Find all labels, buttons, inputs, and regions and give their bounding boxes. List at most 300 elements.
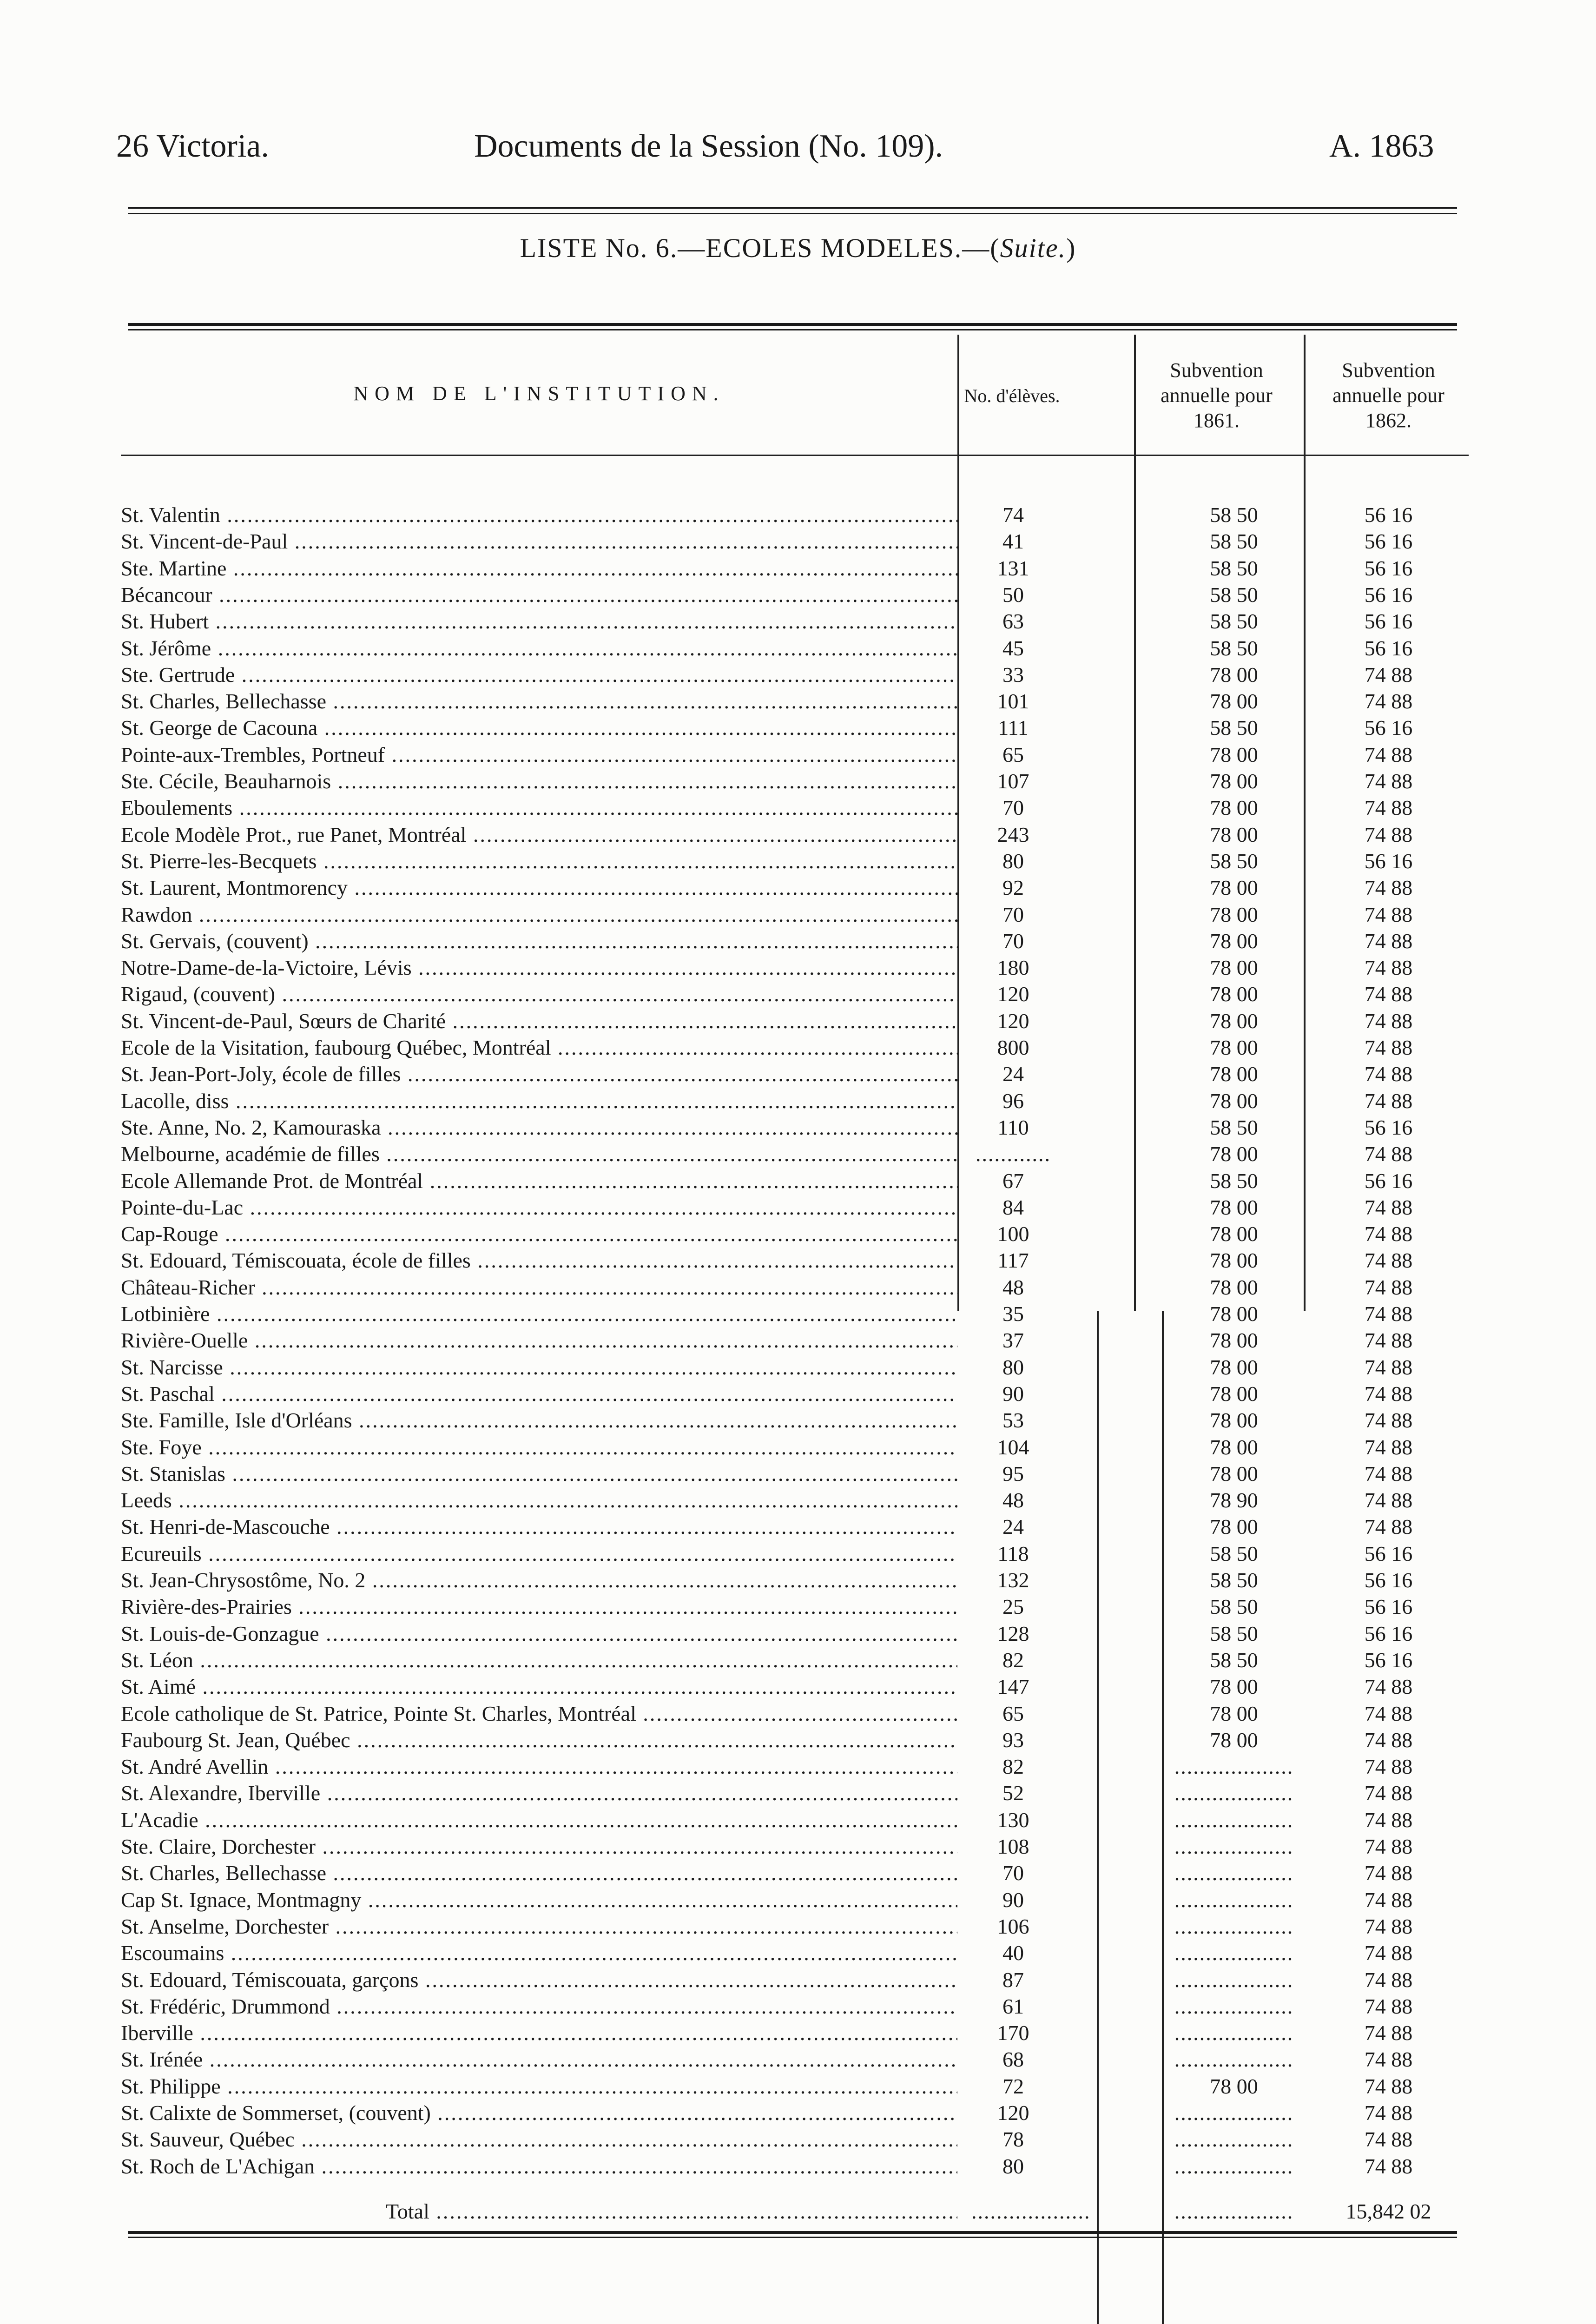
- cell-name: Rigaud, (couvent) .....: [121, 981, 957, 1007]
- cell-eleves: 95: [1002, 1461, 1024, 1486]
- cell-s1862: 56 16: [1364, 1169, 1413, 1193]
- cell-name: Ecole Allemande Prot. de Montréal .....: [121, 1168, 957, 1194]
- cell-eleves: 243: [997, 822, 1029, 846]
- cell-s1861: 78 00: [1210, 1675, 1258, 1699]
- cell-eleves: 93: [1002, 1728, 1024, 1752]
- cell-s1862: 56 16: [1364, 849, 1413, 873]
- cell-s1861: ...................: [1174, 1941, 1294, 1965]
- table-rule-bottom-2: [128, 2237, 1457, 2238]
- cell-s1862: 74 88: [1364, 1408, 1413, 1433]
- cell-s1862: 74 88: [1364, 2021, 1413, 2045]
- cell-eleves: 87: [1002, 1967, 1024, 1992]
- table-row: [121, 1887, 1469, 1913]
- cell-eleves: 101: [997, 689, 1029, 713]
- cell-s1861: 58 50: [1210, 582, 1258, 607]
- cell-name: St. George de Cacouna .....: [121, 715, 957, 741]
- cell-s1861: 58 50: [1210, 1595, 1258, 1619]
- table-row: [121, 822, 1469, 848]
- total-s1861: ...................: [1174, 2199, 1294, 2223]
- cell-eleves: 78: [1002, 2127, 1024, 2152]
- cell-eleves: 45: [1002, 636, 1024, 660]
- cell-s1862: 56 16: [1364, 636, 1413, 660]
- cell-eleves: 70: [1002, 929, 1024, 953]
- cell-name: St. Aimé .....: [121, 1674, 957, 1700]
- cell-s1861: 78 00: [1210, 1328, 1258, 1353]
- cell-eleves: 132: [997, 1568, 1029, 1592]
- table-row: [121, 2100, 1469, 2126]
- table-row: [121, 662, 1469, 688]
- cell-name: Bécancour .....: [121, 582, 957, 608]
- table-row: [121, 902, 1469, 928]
- cell-eleves: 108: [997, 1835, 1029, 1858]
- cell-s1862: 74 88: [1364, 956, 1413, 980]
- cell-eleves: 100: [997, 1222, 1029, 1246]
- cell-eleves: 107: [997, 769, 1029, 793]
- cell-s1861: ...................: [1174, 2047, 1294, 2072]
- cell-name: Ste. Martine .....: [121, 555, 957, 581]
- cell-eleves: 80: [1002, 849, 1024, 873]
- cell-name: St. Edouard, Témiscouata, école de filles .....: [121, 1248, 957, 1274]
- cell-name: Iberville .....: [121, 2020, 957, 2046]
- table-row: [121, 1407, 1469, 1433]
- table-row: [121, 1914, 1469, 1940]
- cell-s1862: 74 88: [1364, 1914, 1413, 1938]
- cell-s1861: 58 50: [1210, 1169, 1258, 1193]
- cell-eleves: 110: [997, 1115, 1029, 1139]
- cell-s1862: 74 88: [1364, 1888, 1413, 1912]
- cell-eleves: 50: [1002, 582, 1024, 607]
- cell-name: St. Paschal .....: [121, 1381, 957, 1407]
- cell-name: St. Vincent-de-Paul, Sœurs de Charité .....: [121, 1008, 957, 1034]
- cell-eleves: 131: [997, 556, 1029, 580]
- cell-s1862: 74 88: [1364, 1248, 1413, 1273]
- cell-s1861: 78 00: [1210, 956, 1258, 980]
- cell-s1861: 58 50: [1210, 609, 1258, 634]
- page-title: [0, 232, 1596, 264]
- table-row: [121, 1860, 1469, 1886]
- cell-s1862: 74 88: [1364, 876, 1413, 900]
- cell-s1862: 74 88: [1364, 902, 1413, 926]
- cell-eleves: 128: [997, 1621, 1029, 1645]
- cell-s1862: 74 88: [1364, 742, 1413, 766]
- table-row: [121, 2073, 1469, 2100]
- table-row: [121, 1701, 1469, 1727]
- cell-name: St. Philippe .....: [121, 2073, 957, 2100]
- cell-eleves: 111: [998, 716, 1029, 740]
- cell-name: St. Valentin .....: [121, 502, 957, 528]
- cell-eleves: 70: [1002, 902, 1024, 926]
- cell-s1862: 74 88: [1364, 1036, 1413, 1059]
- table-row: [121, 715, 1469, 741]
- cell-name: Ecole catholique de St. Patrice, Pointe St. Charles, Montréal .....: [121, 1701, 957, 1727]
- cell-name: St. Irénée .....: [121, 2047, 957, 2073]
- table-row: [121, 2126, 1469, 2152]
- cell-name: St. Pierre-les-Becquets .....: [121, 848, 957, 874]
- table-row: [121, 1621, 1469, 1647]
- cell-s1862: 74 88: [1364, 1941, 1413, 1965]
- header-rule-bottom: [128, 213, 1457, 214]
- cell-s1862: 74 88: [1364, 1861, 1413, 1885]
- cell-s1861: 78 00: [1210, 1435, 1258, 1459]
- cell-s1862: 74 88: [1364, 982, 1413, 1006]
- cell-eleves: 117: [997, 1248, 1029, 1273]
- cell-s1861: 78 00: [1210, 822, 1258, 846]
- cell-s1861: 78 00: [1210, 2074, 1258, 2098]
- table-row: [121, 1567, 1469, 1593]
- cell-eleves: 63: [1002, 609, 1024, 634]
- cell-s1862: 56 16: [1364, 609, 1413, 634]
- cell-s1862: 74 88: [1364, 1381, 1413, 1406]
- cell-eleves: 65: [1002, 742, 1024, 766]
- cell-name: Eboulements .....: [121, 795, 957, 821]
- table-row: [121, 2047, 1469, 2073]
- cell-eleves: 800: [997, 1036, 1029, 1059]
- cell-s1862: 74 88: [1364, 1701, 1413, 1725]
- cell-eleves: 120: [997, 1009, 1029, 1033]
- total-row: [121, 2199, 1469, 2225]
- cell-name: St. Calixte de Sommerset, (couvent) .....: [121, 2100, 957, 2126]
- cell-s1862: 74 88: [1364, 1808, 1413, 1832]
- cell-eleves: 70: [1002, 796, 1024, 820]
- cell-name: St. André Avellin .....: [121, 1754, 957, 1780]
- cell-s1861: 78 00: [1210, 982, 1258, 1006]
- cell-eleves: 68: [1002, 2047, 1024, 2072]
- table-row: [121, 1248, 1469, 1274]
- cell-eleves: 48: [1002, 1488, 1024, 1512]
- cell-s1861: 78 00: [1210, 929, 1258, 953]
- cell-name: Ecole Modèle Prot., rue Panet, Montréal .....: [121, 822, 957, 848]
- table-row: [121, 875, 1469, 901]
- cell-eleves: ............: [976, 1142, 1051, 1166]
- table-row: [121, 981, 1469, 1007]
- cell-s1862: 56 16: [1364, 503, 1413, 527]
- cell-s1861: 78 00: [1210, 1036, 1258, 1059]
- table-row: [121, 688, 1469, 714]
- cell-eleves: 48: [1002, 1275, 1024, 1299]
- cell-name: Ecureuils .....: [121, 1541, 957, 1567]
- cell-s1861: 78 00: [1210, 1222, 1258, 1246]
- cell-s1862: 74 88: [1364, 1222, 1413, 1246]
- cell-eleves: 147: [997, 1675, 1029, 1699]
- table-row: [121, 555, 1469, 581]
- cell-s1861: ...................: [1174, 1914, 1294, 1938]
- cell-s1862: 74 88: [1364, 1488, 1413, 1512]
- table-row: [121, 768, 1469, 794]
- col-header-1861: Subvention annuelle pour 1861.: [1161, 359, 1273, 432]
- table-rule-bottom-1: [128, 2231, 1457, 2234]
- cell-s1861: 78 00: [1210, 1302, 1258, 1326]
- cell-s1861: ...................: [1174, 1861, 1294, 1885]
- cell-name: Rivière-Ouelle .....: [121, 1327, 957, 1353]
- cell-s1862: 74 88: [1364, 1275, 1413, 1299]
- cell-name: Faubourg St. Jean, Québec .....: [121, 1727, 957, 1753]
- cell-s1861: 58 50: [1210, 1115, 1258, 1139]
- cell-s1861: 58 50: [1210, 556, 1258, 580]
- header-center: Documents de la Session (No. 109).: [474, 128, 943, 164]
- cell-s1862: 74 88: [1364, 1195, 1413, 1219]
- table-row: [121, 1141, 1469, 1167]
- cell-s1862: 74 88: [1364, 2047, 1413, 2072]
- cell-s1861: ...................: [1174, 2101, 1294, 2125]
- total-s1862: 15,842 02: [1345, 2199, 1431, 2223]
- cell-name: Pointe-du-Lac .....: [121, 1195, 957, 1221]
- cell-eleves: 130: [997, 1808, 1029, 1832]
- cell-s1862: 74 88: [1364, 1009, 1413, 1033]
- cell-s1861: 58 50: [1210, 1621, 1258, 1645]
- cell-eleves: 72: [1002, 2074, 1024, 2098]
- cell-name: Ste. Claire, Dorchester .....: [121, 1834, 957, 1860]
- table-row: [121, 1727, 1469, 1753]
- cell-eleves: 82: [1002, 1755, 1024, 1779]
- table-row: [121, 1301, 1469, 1327]
- table-row: [121, 1221, 1469, 1247]
- cell-s1861: ...................: [1174, 2021, 1294, 2045]
- table-row: [121, 1754, 1469, 1780]
- header-right: A. 1863: [1329, 128, 1434, 164]
- cell-s1861: 78 00: [1210, 1195, 1258, 1219]
- cell-eleves: 41: [1002, 529, 1024, 554]
- cell-name: St. Laurent, Montmorency .....: [121, 875, 957, 901]
- cell-name: Rivière-des-Prairies .....: [121, 1594, 957, 1620]
- table-row: [121, 848, 1469, 874]
- cell-eleves: 24: [1002, 1062, 1024, 1086]
- cell-s1862: 74 88: [1364, 1675, 1413, 1699]
- cell-s1861: ...................: [1174, 1755, 1294, 1779]
- cell-name: St. Anselme, Dorchester .....: [121, 1914, 957, 1940]
- cell-s1861: 78 00: [1210, 1461, 1258, 1486]
- cell-name: Ste. Cécile, Beauharnois .....: [121, 768, 957, 794]
- cell-s1862: 56 16: [1364, 1648, 1413, 1672]
- cell-s1862: 74 88: [1364, 2074, 1413, 2098]
- table-row: [121, 2020, 1469, 2046]
- cell-name: St. Louis-de-Gonzague .....: [121, 1621, 957, 1647]
- table-row: [121, 1035, 1469, 1061]
- cell-s1861: 58 50: [1210, 1541, 1258, 1565]
- cell-s1861: 78 00: [1210, 689, 1258, 713]
- table-row: [121, 1780, 1469, 1806]
- cell-name: L'Acadie .....: [121, 1807, 957, 1833]
- table-row: [121, 742, 1469, 768]
- cell-s1861: 78 00: [1210, 902, 1258, 926]
- table-row: [121, 2153, 1469, 2179]
- table-row: [121, 1807, 1469, 1833]
- table-row: [121, 1115, 1469, 1141]
- cell-s1862: 74 88: [1364, 1461, 1413, 1486]
- cell-s1862: 74 88: [1364, 1435, 1413, 1459]
- cell-name: Cap-Rouge .....: [121, 1221, 957, 1247]
- cell-s1861: 78 00: [1210, 1701, 1258, 1725]
- cell-eleves: 80: [1002, 2154, 1024, 2178]
- col-header-1862: Subvention annuelle pour 1862.: [1332, 359, 1444, 432]
- cell-s1861: 58 50: [1210, 716, 1258, 740]
- total-eleves: ...................: [971, 2199, 1091, 2223]
- cell-name: Melbourne, académie de filles .....: [121, 1141, 957, 1167]
- cell-s1861: 78 00: [1210, 1515, 1258, 1539]
- title-close: ): [1066, 233, 1076, 263]
- table-row: [121, 1940, 1469, 1966]
- cell-s1862: 74 88: [1364, 1967, 1413, 1992]
- cell-eleves: 90: [1002, 1381, 1024, 1406]
- cell-s1862: 74 88: [1364, 2154, 1413, 2178]
- cell-s1862: 74 88: [1364, 769, 1413, 793]
- cell-s1861: ...................: [1174, 1967, 1294, 1992]
- cell-eleves: 170: [997, 2021, 1029, 2045]
- table-row: [121, 1088, 1469, 1114]
- table-row: [121, 1327, 1469, 1353]
- cell-eleves: 40: [1002, 1941, 1024, 1965]
- cell-s1862: 74 88: [1364, 1062, 1413, 1086]
- table-row: [121, 1195, 1469, 1221]
- cell-s1862: 74 88: [1364, 662, 1413, 687]
- table-row: [121, 1647, 1469, 1673]
- cell-eleves: 120: [997, 2101, 1029, 2125]
- cell-name: Escoumains .....: [121, 1940, 957, 1966]
- col-header-name: NOM DE L'INSTITUTION.: [353, 382, 725, 405]
- cell-s1862: 74 88: [1364, 1781, 1413, 1805]
- cell-s1861: 58 50: [1210, 529, 1258, 554]
- cell-s1862: 56 16: [1364, 529, 1413, 554]
- cell-s1862: 74 88: [1364, 929, 1413, 953]
- cell-s1862: 74 88: [1364, 1835, 1413, 1858]
- cell-s1862: 56 16: [1364, 1621, 1413, 1645]
- table-row: [121, 1994, 1469, 2020]
- col-header-eleves: No. d'élèves.: [964, 385, 1060, 406]
- cell-name: Notre-Dame-de-la-Victoire, Lévis .....: [121, 955, 957, 981]
- cell-s1862: 74 88: [1364, 822, 1413, 846]
- cell-s1861: 78 00: [1210, 1062, 1258, 1086]
- cell-s1861: 78 00: [1210, 1089, 1258, 1113]
- cell-s1861: 78 00: [1210, 1381, 1258, 1406]
- cell-s1861: 78 00: [1210, 1009, 1258, 1033]
- table-row: [121, 928, 1469, 954]
- cell-name: St. Charles, Bellechasse .....: [121, 688, 957, 714]
- cell-s1862: 74 88: [1364, 1755, 1413, 1779]
- cell-name: St. Alexandre, Iberville .....: [121, 1780, 957, 1806]
- cell-name: Ste. Foye .....: [121, 1434, 957, 1460]
- cell-name: St. Léon .....: [121, 1647, 957, 1673]
- table-row: [121, 1008, 1469, 1034]
- cell-eleves: 104: [997, 1435, 1029, 1459]
- cell-s1861: 58 50: [1210, 1568, 1258, 1592]
- table-row: [121, 955, 1469, 981]
- cell-name: Lotbinière .....: [121, 1301, 957, 1327]
- cell-s1861: 78 00: [1210, 662, 1258, 687]
- cell-name: Ste. Gertrude .....: [121, 662, 957, 688]
- cell-eleves: 180: [997, 956, 1029, 980]
- table-row: [121, 1461, 1469, 1487]
- cell-s1862: 74 88: [1364, 1728, 1413, 1752]
- cell-s1862: 56 16: [1364, 1115, 1413, 1139]
- table-row: [121, 1514, 1469, 1540]
- header-left: 26 Victoria.: [116, 128, 269, 164]
- cell-name: St. Edouard, Témiscouata, garçons .....: [121, 1967, 957, 1993]
- table-row: [121, 582, 1469, 608]
- cell-name: St. Vincent-de-Paul .....: [121, 528, 957, 555]
- cell-name: Pointe-aux-Trembles, Portneuf .....: [121, 742, 957, 768]
- cell-s1861: 78 00: [1210, 1728, 1258, 1752]
- table-row: [121, 502, 1469, 528]
- cell-name: St. Jean-Chrysostôme, No. 2 .....: [121, 1567, 957, 1593]
- cell-name: Château-Richer .....: [121, 1274, 957, 1301]
- cell-s1862: 74 88: [1364, 1355, 1413, 1379]
- cell-eleves: 61: [1002, 1994, 1024, 2018]
- cell-eleves: 35: [1002, 1302, 1024, 1326]
- cell-s1861: 78 00: [1210, 1355, 1258, 1379]
- table-row: [121, 1168, 1469, 1194]
- cell-name: Ste. Famille, Isle d'Orléans .....: [121, 1407, 957, 1433]
- cell-eleves: 33: [1002, 662, 1024, 687]
- cell-eleves: 118: [997, 1541, 1029, 1565]
- cell-s1862: 56 16: [1364, 1541, 1413, 1565]
- cell-name: Ste. Anne, No. 2, Kamouraska .....: [121, 1115, 957, 1141]
- table-row: [121, 1434, 1469, 1460]
- cell-s1862: 74 88: [1364, 1089, 1413, 1113]
- cell-name: St. Sauveur, Québec .....: [121, 2126, 957, 2152]
- cell-s1862: 56 16: [1364, 716, 1413, 740]
- cell-s1861: ...................: [1174, 1994, 1294, 2018]
- cell-s1861: 78 00: [1210, 876, 1258, 900]
- cell-s1861: ...................: [1174, 2127, 1294, 2152]
- cell-s1861: 78 00: [1210, 742, 1258, 766]
- cell-eleves: 70: [1002, 1861, 1024, 1885]
- cell-name: St. Hubert .....: [121, 608, 957, 634]
- cell-name: Cap St. Ignace, Montmagny .....: [121, 1887, 957, 1913]
- cell-s1861: 78 00: [1210, 796, 1258, 820]
- cell-s1862: 74 88: [1364, 1142, 1413, 1166]
- cell-s1861: ...................: [1174, 1781, 1294, 1805]
- cell-name: St. Roch de L'Achigan .....: [121, 2153, 957, 2179]
- cell-s1862: 56 16: [1364, 582, 1413, 607]
- table-row: [121, 1594, 1469, 1620]
- cell-s1861: 58 50: [1210, 636, 1258, 660]
- table-row: [121, 1274, 1469, 1301]
- cell-s1861: 58 50: [1210, 1648, 1258, 1672]
- cell-name: St. Jean-Port-Joly, école de filles .....: [121, 1061, 957, 1087]
- cell-s1861: 78 90: [1210, 1488, 1258, 1512]
- cell-s1862: 74 88: [1364, 796, 1413, 820]
- cell-s1862: 74 88: [1364, 2127, 1413, 2152]
- cell-s1862: 74 88: [1364, 1328, 1413, 1353]
- table-row: [121, 1487, 1469, 1513]
- table-row: [121, 528, 1469, 555]
- table-row: [121, 1674, 1469, 1700]
- cell-name: St. Gervais, (couvent) .....: [121, 928, 957, 954]
- cell-name: St. Stanislas .....: [121, 1461, 957, 1487]
- cell-name: St. Charles, Bellechasse .....: [121, 1860, 957, 1886]
- cell-s1861: ...................: [1174, 1888, 1294, 1912]
- title-main: LISTE No. 6.—ECOLES MODELES.—(: [520, 233, 1000, 263]
- cell-name: Ecole de la Visitation, faubourg Québec, Montréal .....: [121, 1035, 957, 1061]
- cell-s1862: 56 16: [1364, 1568, 1413, 1592]
- cell-name: St. Frédéric, Drummond .....: [121, 1994, 957, 2020]
- cell-eleves: 37: [1002, 1328, 1024, 1353]
- table-row: [121, 1834, 1469, 1860]
- cell-eleves: 67: [1002, 1169, 1024, 1193]
- cell-s1861: 78 00: [1210, 1142, 1258, 1166]
- cell-eleves: 25: [1002, 1595, 1024, 1619]
- cell-eleves: 82: [1002, 1648, 1024, 1672]
- table-row: [121, 1381, 1469, 1407]
- title-suite: Suite.: [1000, 233, 1067, 263]
- cell-eleves: 84: [1002, 1195, 1024, 1219]
- cell-name: Lacolle, diss .....: [121, 1088, 957, 1114]
- cell-s1861: 58 50: [1210, 503, 1258, 527]
- cell-eleves: 106: [997, 1914, 1029, 1938]
- table-row: [121, 1967, 1469, 1993]
- cell-eleves: 52: [1002, 1781, 1024, 1805]
- cell-s1862: 74 88: [1364, 1515, 1413, 1539]
- cell-eleves: 53: [1002, 1408, 1024, 1433]
